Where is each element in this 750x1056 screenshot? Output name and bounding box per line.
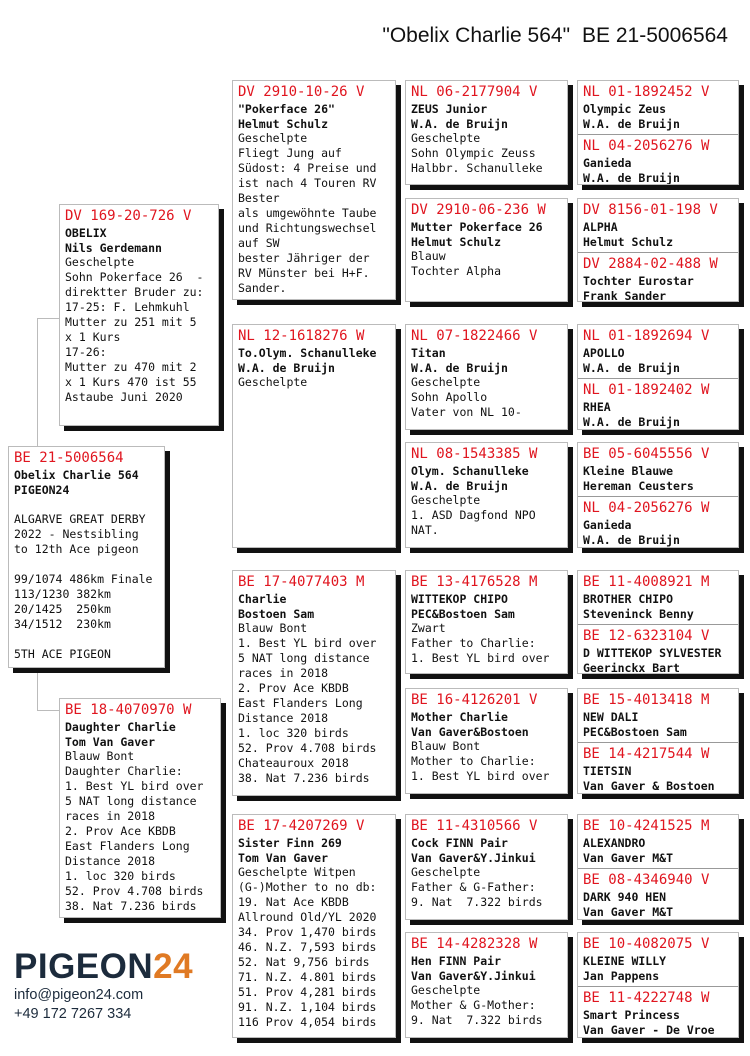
pedigree-note: ALGARVE GREAT DERBY — [14, 512, 146, 526]
pedigree-note: Distance 2018 — [65, 854, 156, 868]
pedigree-note: Geschelpte — [238, 375, 308, 389]
pigeon-name: To.Olym. Schanulleke — [238, 346, 377, 360]
title-name: "Obelix Charlie 564" — [382, 24, 571, 47]
pigeon-card-sire — [59, 204, 219, 426]
pigeon-card-ssd — [405, 198, 568, 302]
pigeon-entry-dsdd — [578, 742, 738, 794]
pedigree-note: 1. loc 320 birds — [238, 726, 349, 740]
connector — [37, 318, 38, 448]
pedigree-note: Tochter Alpha — [411, 264, 502, 278]
pedigree-note: Fliegt Jung auf — [238, 146, 342, 160]
pedigree-note: 1. loc 320 birds — [65, 869, 176, 883]
breeder-name: Van Gaver & Bostoen — [583, 778, 715, 793]
pedigree-note: Geschelpte — [411, 983, 481, 997]
pedigree-note: Zwart — [411, 621, 446, 635]
pigeon-name: WITTEKOP CHIPO — [411, 592, 508, 606]
pigeon-entry-sdsd — [578, 378, 738, 430]
pedigree-note: RV Münster bei H+F. — [238, 266, 370, 280]
ring-number: BE 12-6323104 V — [583, 628, 710, 644]
pigeon-card-ddd — [405, 932, 568, 1038]
breeder-name: Van Gaver M&T — [583, 850, 674, 865]
pedigree-note: 9. Nat 7.322 birds — [411, 895, 543, 909]
pedigree-note: auf SW — [238, 236, 280, 250]
pedigree-note: Mother & G-Mother: — [411, 998, 536, 1012]
pigeon-name: OBELIX — [65, 226, 107, 240]
breeder-name: Steveninck Benny — [583, 606, 694, 621]
pedigree-note: Geschelpte — [411, 493, 481, 507]
pedigree-note: 1. Best YL bird over — [65, 779, 204, 793]
pedigree-note: 34/1512 230km — [14, 617, 111, 631]
pedigree-note: 2. Prov Ace KBDB — [65, 824, 176, 838]
pedigree-note: 1. Best YL bird over — [411, 651, 550, 665]
pedigree-note: 1. Best YL bird over — [411, 769, 550, 783]
ring-number: NL 12-1618276 W — [238, 328, 365, 344]
pedigree-note: 34. Prov 1,470 birds — [238, 925, 377, 939]
pedigree-note: Sohn Apollo — [411, 390, 488, 404]
pedigree-note: als umgewöhnte Taube — [238, 206, 377, 220]
pedigree-note: Mutter zu 470 mit 2 — [65, 360, 197, 374]
ring-number: BE 05-6045556 V — [583, 446, 710, 462]
pedigree-note: Geschelpte — [238, 131, 308, 145]
logo-number: 24 — [153, 947, 194, 986]
pigeon-entry-ssss — [578, 81, 738, 134]
logo-text: PIGEON — [14, 947, 154, 986]
pigeon-card-dam — [59, 698, 221, 918]
pedigree-note: 1. Best YL bird over — [238, 636, 377, 650]
pedigree-note: Vater von NL 10- — [411, 405, 522, 419]
breeder-name: PEC&Bostoen Sam — [583, 724, 687, 739]
pigeon-name: Cock FINN Pair — [411, 836, 508, 850]
pigeon-name: Kleine Blauwe — [583, 464, 674, 478]
breeder-name: PEC&Bostoen Sam — [411, 606, 515, 621]
pedigree-note: 46. N.Z. 7,593 birds — [238, 940, 377, 954]
ring-number: NL 01-1892694 V — [583, 328, 710, 344]
pedigree-note: Mother to Charlie: — [411, 754, 536, 768]
pigeon-entry-dsss — [578, 571, 738, 624]
pedigree-note: NAT. — [411, 523, 439, 537]
ring-number: BE 18-4070970 W — [65, 702, 192, 718]
breeder-name: Van Gaver&Bostoen — [411, 724, 529, 739]
ring-number: DV 2910-10-26 V — [238, 84, 365, 100]
contact-email[interactable]: info@pigeon24.com — [14, 987, 144, 1003]
breeder-name: W.A. de Bruijn — [583, 360, 680, 375]
pigeon-entry-ssdd — [578, 252, 738, 302]
ring-number: BE 21-5006564 — [14, 450, 124, 466]
breeder-name: Geerinckx Bart — [583, 660, 680, 674]
breeder-name: Frank Sander — [583, 288, 667, 302]
pedigree-note: 113/1230 382km — [14, 587, 111, 601]
pigeon-name: BROTHER CHIPO — [583, 592, 674, 606]
pedigree-note: races in 2018 — [238, 666, 329, 680]
breeder-name: Tom Van Gaver — [238, 850, 329, 865]
pigeon-entry-ddss — [578, 815, 738, 868]
ring-number: BE 17-4077403 M — [238, 574, 365, 590]
pigeon-name: D WITTEKOP SYLVESTER — [583, 646, 722, 660]
pedigree-note: Blauw — [411, 249, 446, 263]
breeder-name: PIGEON24 — [14, 482, 70, 497]
pedigree-note: 19. Nat Ace KBDB — [238, 895, 349, 909]
pedigree-note: Bester — [238, 191, 280, 205]
breeder-name: Jan Pappens — [583, 968, 660, 983]
pedigree-note: 38. Nat 7.236 birds — [238, 771, 370, 785]
pedigree-note: 17-26: — [65, 345, 107, 359]
pigeon-name: ZEUS Junior — [411, 102, 488, 116]
breeder-name: Van Gaver&Y.Jinkui — [411, 850, 536, 865]
pigeon-entry-dssd — [578, 624, 738, 674]
ring-number: NL 04-2056276 W — [583, 138, 710, 154]
pedigree-note: Blauw Bont — [238, 621, 308, 635]
pedigree-note: to 12th Ace pigeon — [14, 542, 139, 556]
pigeon-pair-card — [577, 932, 739, 1038]
pedigree-note: und Richtungswechsel — [238, 221, 377, 235]
pigeon-name: Mutter Pokerface 26 — [411, 220, 543, 234]
pigeon-pair-card — [577, 814, 739, 920]
pigeon-name: Olympic Zeus — [583, 102, 667, 116]
breeder-name: Helmut Schulz — [583, 234, 674, 249]
ring-number: DV 8156-01-198 V — [583, 202, 718, 218]
pedigree-note: East Flanders Long — [65, 839, 190, 853]
pedigree-note: Sander. — [238, 281, 287, 295]
ring-number: DV 2884-02-488 W — [583, 256, 718, 272]
breeder-name: Tom Van Gaver — [65, 734, 156, 749]
pedigree-note: Südost: 4 Preise und — [238, 161, 377, 175]
pedigree-note: 52. Prov 4.708 birds — [238, 741, 377, 755]
breeder-name: Hereman Ceusters — [583, 478, 694, 493]
pedigree-note: Geschelpte Witpen — [238, 865, 356, 879]
breeder-name: Nils Gerdemann — [65, 240, 162, 255]
pedigree-note: x 1 Kurs 470 ist 55 — [65, 375, 197, 389]
ring-number: BE 11-4008921 M — [583, 574, 710, 590]
pigeon-name: Titan — [411, 346, 446, 360]
pigeon-name: Hen FINN Pair — [411, 954, 502, 968]
pedigree-note: Geschelpte — [411, 865, 481, 879]
contact-phone[interactable]: +49 172 7267 334 — [14, 1006, 132, 1022]
pigeon-card-sire-dam — [232, 324, 396, 548]
pigeon-card-dss — [405, 570, 568, 674]
pigeon-name: Ganieda — [583, 518, 632, 532]
pigeon-name: KLEINE WILLY — [583, 954, 667, 968]
pigeon-entry-sssd — [578, 134, 738, 185]
pedigree-note: 5 NAT long distance — [238, 651, 370, 665]
ring-number: BE 14-4217544 W — [583, 746, 710, 762]
ring-number: BE 10-4241525 M — [583, 818, 710, 834]
pigeon-card-dam-sire — [232, 570, 396, 796]
pedigree-note: 91. N.Z. 1,104 birds — [238, 1000, 377, 1014]
pedigree-note: Geschelpte — [65, 255, 135, 269]
connector — [37, 668, 38, 710]
pedigree-note: Sohn Olympic Zeuss — [411, 146, 536, 160]
breeder-name: Van Gaver - De Vroe — [583, 1022, 715, 1037]
pigeon-name: Ganieda — [583, 156, 632, 170]
connector — [37, 318, 59, 319]
pedigree-note: Halbbr. Schanulleke — [411, 161, 543, 175]
pigeon-entry-ssds — [578, 199, 738, 252]
breeder-name: Van Gaver&Y.Jinkui — [411, 968, 536, 983]
breeder-name: Van Gaver M&T — [583, 904, 674, 919]
ring-number: NL 01-1892452 V — [583, 84, 710, 100]
pigeon-name: Charlie — [238, 592, 287, 606]
breeder-name: W.A. de Bruijn — [583, 116, 680, 131]
pigeon-name: NEW DALI — [583, 710, 639, 724]
pedigree-note: Daughter Charlie: — [65, 764, 183, 778]
ring-number: BE 15-4013418 M — [583, 692, 710, 708]
breeder-name: W.A. de Bruijn — [583, 170, 680, 185]
ring-number: NL 08-1543385 W — [411, 446, 538, 462]
pedigree-note: Blauw Bont — [65, 749, 135, 763]
breeder-name: W.A. de Bruijn — [411, 116, 508, 131]
breeder-name: W.A. de Bruijn — [583, 414, 680, 429]
pedigree-note: races in 2018 — [65, 809, 156, 823]
pedigree-note: 52. Prov 4.708 birds — [65, 884, 204, 898]
pedigree-note: 38. Nat 7.236 birds — [65, 899, 197, 913]
pigeon24-logo — [14, 948, 193, 986]
pigeon-name: Smart Princess — [583, 1008, 680, 1022]
pedigree-note: East Flanders Long — [238, 696, 363, 710]
pedigree-note: x 1 Kurs — [65, 330, 121, 344]
pigeon-entry-ddds — [578, 933, 738, 986]
pedigree-note: bester Jähriger der — [238, 251, 370, 265]
pigeon-entry-sdds — [578, 443, 738, 496]
pedigree-note: Astaube Juni 2020 — [65, 390, 183, 404]
pigeon-entry-ddsd — [578, 868, 738, 920]
pedigree-note: 116 Prov 4,054 birds — [238, 1015, 377, 1029]
pedigree-note: Chateauroux 2018 — [238, 756, 349, 770]
pedigree-note: direktter Bruder zu: — [65, 285, 204, 299]
pigeon-name: ALEXANDRO — [583, 836, 646, 850]
pigeon-card-subject — [8, 446, 165, 668]
pedigree-title — [382, 24, 728, 48]
pedigree-note: 17-25: F. Lehmkuhl — [65, 300, 190, 314]
pigeon-pair-card — [577, 324, 739, 430]
pedigree-note: 71. N.Z. 4.801 birds — [238, 970, 377, 984]
pedigree-note: (G-)Mother to no db: — [238, 880, 377, 894]
pigeon-card-dds — [405, 814, 568, 920]
pedigree-note: Sohn Pokerface 26 - — [65, 270, 204, 284]
pigeon-card-sds — [405, 324, 568, 430]
pedigree-note: 99/1074 486km Finale — [14, 572, 153, 586]
pigeon-name: "Pokerface 26" — [238, 102, 335, 116]
pigeon-entry-sddd — [578, 496, 738, 548]
ring-number: NL 06-2177904 V — [411, 84, 538, 100]
pigeon-card-dam-dam — [232, 814, 396, 1038]
pigeon-name: TIETSIN — [583, 764, 632, 778]
pedigree-note: ist nach 4 Touren RV — [238, 176, 377, 190]
ring-number: DV 169-20-726 V — [65, 208, 192, 224]
ring-number: BE 17-4207269 V — [238, 818, 365, 834]
pedigree-note: Geschelpte — [411, 131, 481, 145]
pedigree-note: Father & G-Father: — [411, 880, 536, 894]
pigeon-pair-card — [577, 198, 739, 302]
pigeon-entry-dddd — [578, 986, 738, 1038]
pigeon-card-sdd — [405, 442, 568, 548]
connector — [37, 710, 59, 711]
pigeon-name: DARK 940 HEN — [583, 890, 667, 904]
pigeon-pair-card — [577, 80, 739, 185]
pedigree-note: Geschelpte — [411, 375, 481, 389]
pigeon-name: Mother Charlie — [411, 710, 508, 724]
ring-number: BE 14-4282328 W — [411, 936, 538, 952]
breeder-name: Helmut Schulz — [411, 234, 502, 249]
ring-number: BE 16-4126201 V — [411, 692, 538, 708]
ring-number: DV 2910-06-236 W — [411, 202, 546, 218]
pigeon-pair-card — [577, 570, 739, 674]
pigeon-entry-dsds — [578, 689, 738, 742]
pigeon-name: Sister Finn 269 — [238, 836, 342, 850]
pigeon-name: ALPHA — [583, 220, 618, 234]
pedigree-note: Mutter zu 251 mit 5 — [65, 315, 197, 329]
pedigree-note: 9. Nat 7.322 birds — [411, 1013, 543, 1027]
ring-number: NL 01-1892402 W — [583, 382, 710, 398]
breeder-name: W.A. de Bruijn — [238, 360, 335, 375]
pedigree-note: Father to Charlie: — [411, 636, 536, 650]
ring-number: BE 08-4346940 V — [583, 872, 710, 888]
ring-number: NL 07-1822466 V — [411, 328, 538, 344]
ring-number: BE 11-4310566 V — [411, 818, 538, 834]
breeder-name: Helmut Schulz — [238, 116, 329, 131]
ring-number: NL 04-2056276 W — [583, 500, 710, 516]
pedigree-note: Distance 2018 — [238, 711, 329, 725]
pedigree-note: 2022 - Nestsibling — [14, 527, 139, 541]
breeder-name: W.A. de Bruijn — [583, 532, 680, 547]
pigeon-pair-card — [577, 688, 739, 794]
pigeon-name: APOLLO — [583, 346, 625, 360]
pedigree-note: 2. Prov Ace KBDB — [238, 681, 349, 695]
pigeon-name: Olym. Schanulleke — [411, 464, 529, 478]
pigeon-name: Daughter Charlie — [65, 720, 176, 734]
pigeon-name: RHEA — [583, 400, 611, 414]
pedigree-note: 5TH ACE PIGEON — [14, 647, 111, 661]
ring-number: BE 11-4222748 W — [583, 990, 710, 1006]
pedigree-note: Blauw Bont — [411, 739, 481, 753]
title-ring: BE 21-5006564 — [582, 24, 728, 47]
pedigree-note: 5 NAT long distance — [65, 794, 197, 808]
ring-number: BE 10-4082075 V — [583, 936, 710, 952]
pigeon-name: Obelix Charlie 564 — [14, 468, 139, 482]
pigeon-entry-sdss — [578, 325, 738, 378]
pigeon-name: Tochter Eurostar — [583, 274, 694, 288]
breeder-name: W.A. de Bruijn — [411, 478, 508, 493]
pedigree-note: 51. Prov 4,281 birds — [238, 985, 377, 999]
breeder-name: W.A. de Bruijn — [411, 360, 508, 375]
pigeon-card-sire-sire — [232, 80, 396, 300]
ring-number: BE 13-4176528 M — [411, 574, 538, 590]
pedigree-note: 1. ASD Dagfond NPO — [411, 508, 536, 522]
breeder-name: Bostoen Sam — [238, 606, 315, 621]
pigeon-card-sss — [405, 80, 568, 185]
pedigree-note: Allround Old/YL 2020 — [238, 910, 377, 924]
pigeon-pair-card — [577, 442, 739, 548]
pedigree-note: 52. Nat 9,756 birds — [238, 955, 370, 969]
pigeon-card-dsd — [405, 688, 568, 794]
pedigree-note: 20/1425 250km — [14, 602, 111, 616]
